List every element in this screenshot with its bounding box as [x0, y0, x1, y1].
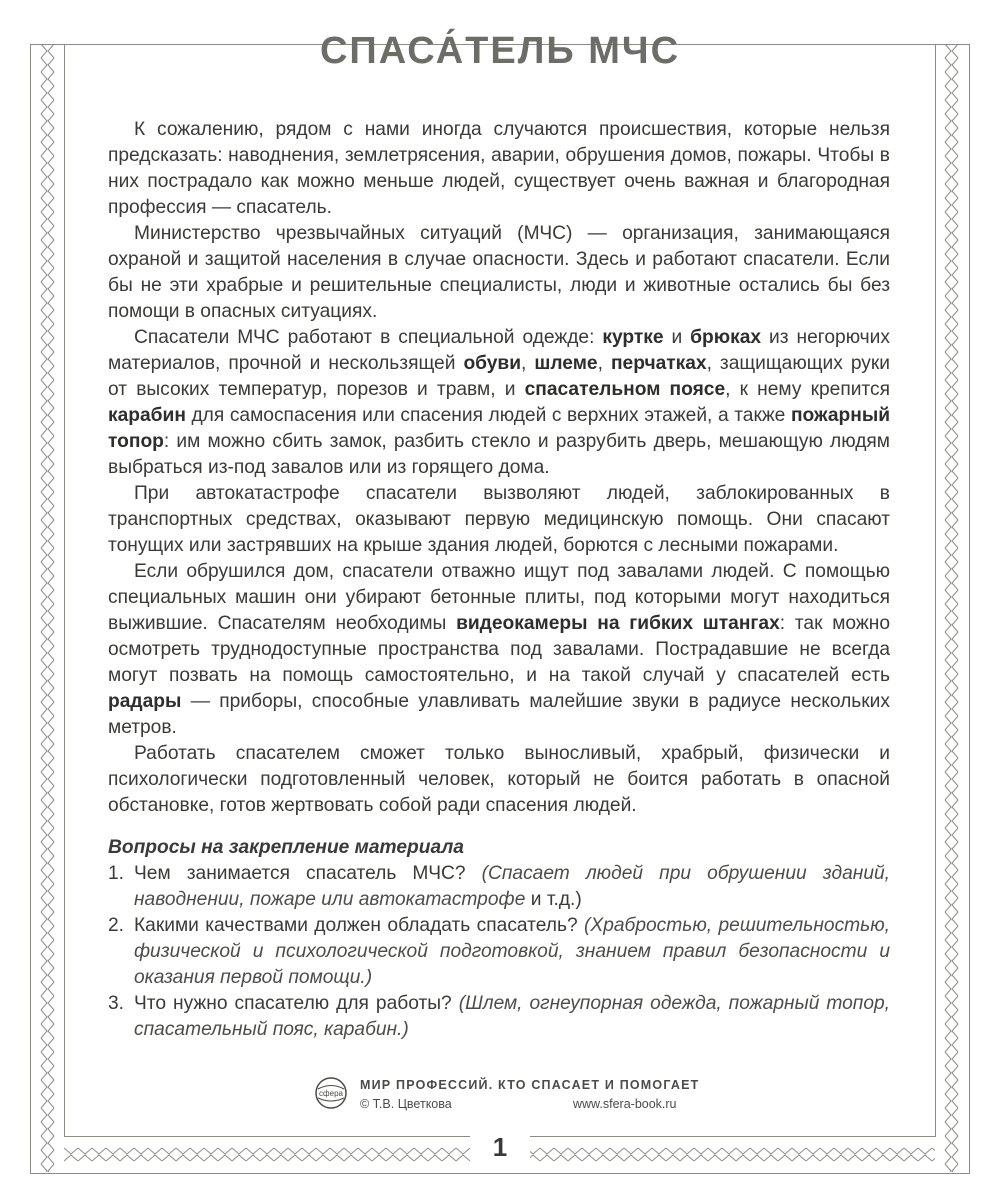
- text-run: и: [663, 327, 691, 348]
- author: © Т.В. Цветкова: [360, 1097, 452, 1111]
- bold-term: шлеме: [534, 353, 598, 374]
- bold-term: спасательном поясе: [524, 379, 726, 400]
- article-body: [108, 117, 890, 1043]
- question-body: [134, 913, 890, 991]
- answer-text: (Храбростью, решительностью, физической и психологической подготовкой, знанием правил безопасности и оказания первой помощи.): [134, 915, 891, 988]
- answer-text: (Спасает людей при обрушении зданий, наводнении, пожаре или автокатастрофе: [134, 863, 890, 910]
- text-run: Если обрушился дом, спасатели отважно ищут под завалами людей. С помощью специальных машин они убирают бетонные плиты, под которыми могут находиться выжившие. Спасателям необходимы: [108, 561, 890, 634]
- questions-list: [108, 861, 890, 1043]
- text-run: , к нему крепится: [725, 379, 890, 400]
- question-number: 2.: [108, 915, 125, 936]
- question-number: 1.: [108, 863, 125, 884]
- bold-term: радары: [108, 691, 182, 712]
- left-ornament-band: [31, 44, 64, 1172]
- text-run: из негорючих материалов, прочной и нескользящей: [108, 327, 890, 374]
- website: www.sfera-book.ru: [573, 1097, 677, 1111]
- right-ornament-band: [935, 44, 968, 1172]
- paragraph: [108, 559, 890, 741]
- paragraphs: [108, 117, 890, 819]
- page-title: СПАСА́ТЕЛЬ МЧС: [319, 30, 681, 72]
- bold-term: перчатках: [610, 353, 707, 374]
- question-text: Какими качествами должен обладать спасатель?: [134, 915, 585, 936]
- paragraph: [108, 741, 890, 819]
- text-run: — приборы, способные улавливать малейшие звуки в радиусе нескольких метров.: [108, 691, 890, 738]
- text-run: К сожалению, рядом с нами иногда случаются происшествия, которые нельзя предсказать: наводнения, землетрясения, аварии, обрушения домов, пожары. Чтобы в них пострадало как можно меньше людей, существует очень важная и благородная профессия — спасатель.: [108, 119, 890, 218]
- text-run: ,: [597, 353, 611, 374]
- text-run: : так можно осмотреть труднодоступные пространства под завалами. Пострадавшие не всегда могут позвать на помощь самостоятельно, и на такой случай у спасателей есть: [108, 613, 890, 686]
- question-text: Чем занимается спасатель МЧС?: [134, 863, 482, 884]
- text-run: Министерство чрезвычайных ситуаций (МЧС) — организация, занимающаяся охраной и защитой населения в случае опасности. Здесь и работают спасатели. Если бы не эти храбрые и решительные специалисты, люди и животные остались бы без помощи в опасных ситуациях.: [108, 223, 890, 322]
- questions-heading: Вопросы на закрепление материала: [108, 837, 464, 858]
- answer-text: (Шлем, огнеупорная одежда, пожарный топор, спасательный пояс, карабин.): [134, 993, 891, 1040]
- bold-term: карабин: [108, 405, 186, 426]
- text-run: ,: [521, 353, 535, 374]
- bold-term: брюках: [690, 327, 762, 348]
- question-body: [134, 861, 890, 913]
- paragraph: [108, 117, 890, 221]
- bold-term: обуви: [463, 353, 522, 374]
- text-run: , защищающих руки от высоких температур, порезов и травм, и: [108, 353, 891, 400]
- answer-tail: и т.д.): [525, 889, 582, 910]
- text-run: При автокатастрофе спасатели вызволяют людей, заблокированных в транспортных средствах, оказывают первую медицинскую помощь. Они спасают тонущих или застрявших на крыше здания людей, борются с лесными пожарами.: [108, 483, 890, 556]
- paragraph: [108, 481, 890, 559]
- question-item: [108, 913, 890, 991]
- bold-term: пожарный топор: [108, 405, 890, 452]
- series-title: МИР ПРОФЕССИЙ. КТО СПАСАЕТ И ПОМОГАЕТ: [360, 1078, 700, 1092]
- text-run: : им можно сбить замок, разбить стекло и разрубить дверь, мешающую людям выбраться из-под завалов или из горящего дома.: [108, 431, 890, 478]
- paragraph: [108, 221, 890, 325]
- text-run: Спасатели МЧС работают в специальной одежде:: [134, 327, 603, 348]
- bold-term: куртке: [602, 327, 664, 348]
- question-item: [108, 991, 890, 1043]
- question-body: [134, 991, 890, 1043]
- text-run: Работать спасателем сможет только выносливый, храбрый, физически и психологически подготовленный человек, который не боится работать в опасной обстановке, готов жертвовать собой ради спасения людей.: [108, 743, 890, 816]
- question-number: 3.: [108, 993, 125, 1014]
- text-run: для самоспасения или спасения людей с верхних этажей, а также: [185, 405, 791, 426]
- question-item: [108, 861, 890, 913]
- paragraph: [108, 325, 890, 481]
- logo-text: сфера: [319, 1089, 343, 1098]
- question-text: Что нужно спасателю для работы?: [134, 993, 459, 1014]
- sfera-logo: [314, 1076, 348, 1110]
- page-number: 1: [470, 1132, 530, 1163]
- bold-term: видеокамеры на гибких штангах: [456, 613, 780, 634]
